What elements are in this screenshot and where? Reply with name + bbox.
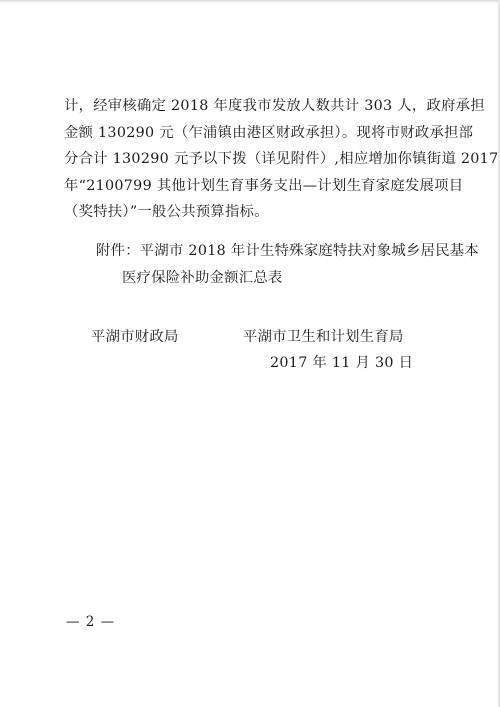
page-top-shadow (0, 0, 500, 3)
body-line: 分合计 130290 元予以下拨（详见附件）,相应增加你镇街道 2017 (64, 151, 499, 168)
body-paragraph (64, 93, 499, 226)
attachment-line: 附件：平湖市 2018 年计生特殊家庭特扶对象城乡居民基本 (96, 243, 479, 259)
body-line: 年“2100799 其他计划生育事务支出—计划生育家庭发展项目 (64, 177, 464, 194)
body-line: 计，经审核确定 2018 年度我市发放人数共计 303 人，政府承担 (64, 98, 485, 114)
body-line: 金额 130290 元（乍浦镇由港区财政承担）。现将市财政承担部 (64, 124, 474, 141)
attachment-note (96, 238, 479, 291)
signature-health-bureau: 平湖市卫生和计划生育局 (243, 329, 404, 345)
attachment-line: 医疗保险补助金额汇总表 (122, 269, 283, 286)
page-number: — 2 — (66, 614, 116, 630)
signature-finance-bureau: 平湖市财政局 (91, 329, 179, 345)
signature-date: 2017 年 11 月 30 日 (270, 355, 414, 371)
body-line: （奖特扶）”一般公共预算指标。 (64, 204, 269, 221)
